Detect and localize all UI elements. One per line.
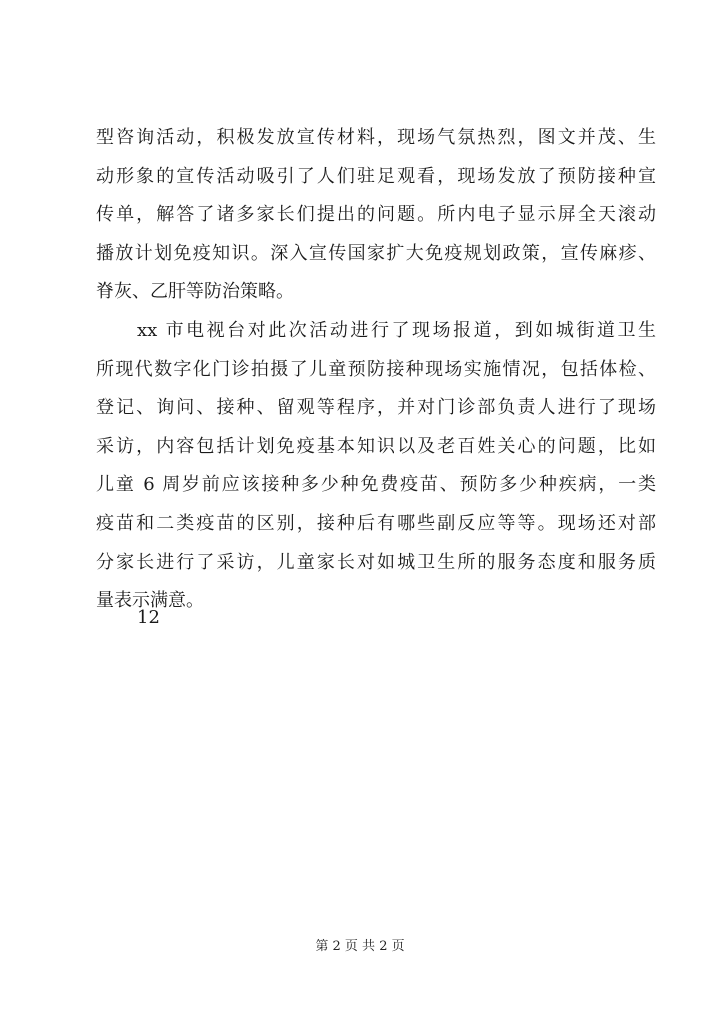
- paragraph-2-line-1: xx 市电视台对此次活动进行了现场报道，到如城街道卫生: [137, 319, 656, 341]
- paragraph-1-line-3: 传单，解答了诸多家长们提出的问题。所内电子显示屏全天滚动: [96, 204, 656, 226]
- paragraph-2-line-8: 量表示满意。: [96, 590, 204, 612]
- paragraph-2-line-5: 儿童 6 周岁前应该接种多少种免费疫苗、预防多少种疾病，一类: [96, 474, 656, 496]
- paragraph-2-line-7: 分家长进行了采访，儿童家长对如城卫生所的服务态度和服务质: [96, 551, 656, 573]
- paragraph-1-line-4: 播放计划免疫知识。深入宣传国家扩大免疫规划政策，宣传麻疹、: [96, 242, 656, 264]
- page-footer: 第 2 页 共 2 页: [315, 939, 405, 954]
- document-body: [96, 128, 656, 630]
- paragraph-2-line-4: 采访，内容包括计划免疫基本知识以及老百姓关心的问题，比如: [96, 435, 656, 457]
- paragraph-1-line-5: 脊灰、乙肝等防治策略。: [96, 281, 294, 303]
- paragraph-1-line-2: 动形象的宣传活动吸引了人们驻足观看，现场发放了预防接种宣: [96, 165, 656, 187]
- inline-number: 12: [137, 607, 160, 628]
- paragraph-2-line-3: 登记、询问、接种、留观等程序，并对门诊部负责人进行了现场: [96, 397, 656, 419]
- paragraph-1-line-1: 型咨询活动，积极发放宣传材料，现场气氛热烈，图文并茂、生: [96, 127, 656, 148]
- paragraph-2-line-2: 所现代数字化门诊拍摄了儿童预防接种现场实施情况，包括体检、: [96, 358, 656, 380]
- paragraph-2-line-6: 疫苗和二类疫苗的区别，接种后有哪些副反应等等。现场还对部: [96, 512, 656, 534]
